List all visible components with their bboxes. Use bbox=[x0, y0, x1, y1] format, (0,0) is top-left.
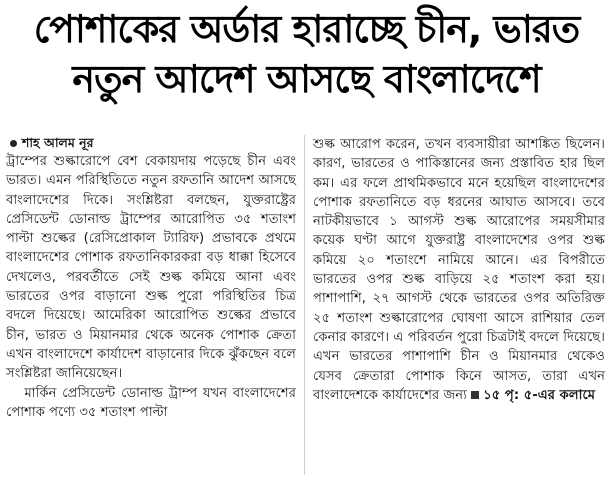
headline-line-2: নতুন আদেশ আসছে বাংলাদেশে bbox=[72, 57, 541, 101]
article-column-left bbox=[6, 152, 296, 422]
bullet-icon bbox=[10, 140, 17, 147]
continuation-note bbox=[471, 388, 595, 403]
article-paragraph bbox=[313, 135, 605, 405]
article-column-right bbox=[313, 135, 605, 405]
square-bullet-icon bbox=[471, 391, 479, 399]
article-paragraph-text: শুল্ক আরোপ করেন, তখন ব্যবসায়ীরা আশঙ্কিত ছিলেন। কারণ, ভারতের ও পাকিস্তানের জন্য প্রস্তাবিত হার ছিল কম। এর ফলে প্রাথমিকভাবে মনে হয়েছিল বাংলাদেশের পোশাক রফতানিতে বড় ধরনের আঘাত আসবে। তবে নাটকীয়ভাবে ১ আগস্ট শুল্ক আরোপের সময়সীমার কয়েক ঘণ্টা আগে যুক্তরাষ্ট্র বাংলাদেশের ওপর শুল্ক কমিয়ে ২০ শতাংশে নামিয়ে আনে। এর বিপরীতে ভারতের ওপর শুল্ক বাড়িয়ে ২৫ শতাংশ করা হয়। পাশাপাশি, ২৭ আগস্ট থেকে ভারতের ওপর অতিরিক্ত ২৫ শতাংশ শুল্কারোপের ঘোষণা আসে রাশিয়ার তেল কেনার কারণে। এ পরিবর্তন পুরো চিত্রটাই বদলে দিয়েছে। এখন ভারতের পাশাপাশি চীন ও মিয়ানমার থেকেও যেসব ক্রেতারা পোশাক কিনে আসত, তারা এখন বাংলাদেশকে কার্যাদেশের জন্য bbox=[313, 137, 605, 403]
continuation-text: ১৫ পৃ: ৫-এর কলামে bbox=[483, 387, 596, 403]
article-paragraph: মার্কিন প্রেসিডেন্ট ডোনাল্ড ট্রাম্প যখন বাংলাদেশের পোশাক পণ্যে ৩৫ শতাংশ পাল্টা bbox=[6, 385, 296, 420]
article-paragraph: ট্রাম্পের শুল্কারোপে বেশ বেকায়দায় পড়েছে চীন এবং ভারত। এমন পরিস্থিতিতে নতুন রফতানি আদেশ আসছে বাংলাদেশের দিকে। সংশ্লিষ্টরা বলছেন, যুক্তরাষ্ট্রের প্রেসিডেন্ট ডোনাল্ড ট্রাম্পের আরোপিত ৩৫ শতাংশ পাল্টা শুল্কের (রেসিপ্রোকাল ট্যারিফ) প্রভাবকে প্রথমে বাংলাদেশের পোশাক রফতানিকারকরা বড় ধাক্কা হিসেবে দেখলেও, পরবর্তীতে সেই শুল্ক কমিয়ে আনা এবং ভারতের ওপর বাড়ানো শুল্ক পুরো পরিস্থিতির চিত্র বদলে দিয়েছে। আমেরিকা আরোপিত শুল্কের প্রভাবে চীন, ভারত ও মিয়ানমার থেকে অনেক পোশাক ক্রেতা এখন বাংলাদেশে কার্যাদেশ বাড়ানোর দিকে ঝুঁকছেন বলে সংশ্লিষ্টরা জানিয়েছেন। bbox=[6, 154, 296, 382]
byline bbox=[10, 135, 93, 151]
headline bbox=[0, 4, 613, 104]
headline-line-1: পোশাকের অর্ডার হারাচ্ছে চীন, ভারত bbox=[33, 7, 580, 51]
author-name: শাহ আলম নূর bbox=[22, 135, 94, 150]
column-divider bbox=[304, 135, 305, 475]
